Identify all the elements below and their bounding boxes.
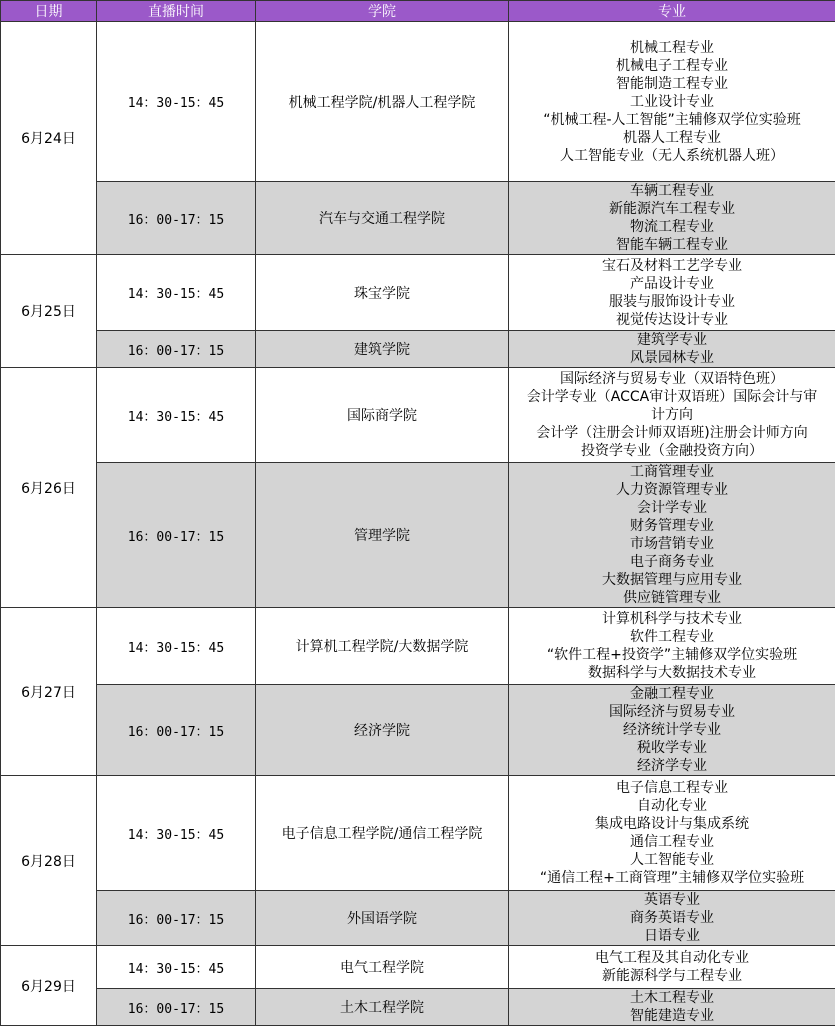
major-item: 风景园林专业 [509, 349, 835, 367]
major-item: 经济学专业 [509, 757, 835, 775]
major-item: 供应链管理专业 [509, 589, 835, 607]
college-cell: 外国语学院 [256, 891, 509, 946]
college-cell: 电气工程学院 [256, 946, 509, 989]
major-item: 人力资源管理专业 [509, 481, 835, 499]
major-item: 财务管理专业 [509, 517, 835, 535]
major-item: 会计学（注册会计师双语班)注册会计师方向 [509, 424, 835, 442]
header-major: 专业 [509, 1, 835, 22]
time-cell: 16：00-17：15 [97, 891, 256, 946]
date-cell: 6月26日 [1, 368, 97, 608]
majors-cell [509, 891, 835, 946]
header-date: 日期 [1, 1, 97, 22]
schedule-row [1, 331, 835, 368]
college-cell: 经济学院 [256, 685, 509, 776]
major-item: 服装与服饰设计专业 [509, 293, 835, 311]
major-item: 电气工程及其自动化专业 [509, 949, 835, 967]
major-item: 投资学专业（金融投资方向） [509, 442, 835, 460]
major-item: 建筑学专业 [509, 331, 835, 349]
major-item: 自动化专业 [509, 797, 835, 815]
date-cell: 6月27日 [1, 608, 97, 776]
time-cell: 14：30-15：45 [97, 255, 256, 331]
college-cell: 国际商学院 [256, 368, 509, 463]
schedule-row [1, 776, 835, 891]
time-cell: 14：30-15：45 [97, 368, 256, 463]
major-item: 产品设计专业 [509, 275, 835, 293]
major-item: 市场营销专业 [509, 535, 835, 553]
date-cell: 6月28日 [1, 776, 97, 946]
major-item: 计算机科学与技术专业 [509, 610, 835, 628]
majors-cell [509, 946, 835, 989]
major-item: 计方向 [509, 406, 835, 424]
major-item: 金融工程专业 [509, 685, 835, 703]
major-item: 新能源汽车工程专业 [509, 200, 835, 218]
majors-cell [509, 463, 835, 608]
time-cell: 16：00-17：15 [97, 989, 256, 1026]
time-cell: 16：00-17：15 [97, 331, 256, 368]
header-time: 直播时间 [97, 1, 256, 22]
college-cell: 机械工程学院/机器人工程学院 [256, 22, 509, 182]
majors-cell [509, 182, 835, 255]
major-item: 视觉传达设计专业 [509, 311, 835, 329]
time-cell: 14：30-15：45 [97, 946, 256, 989]
major-item: 智能车辆工程专业 [509, 236, 835, 254]
header-college: 学院 [256, 1, 509, 22]
schedule-row [1, 989, 835, 1026]
major-item: 机器人工程专业 [509, 129, 835, 147]
major-item: 人工智能专业 [509, 851, 835, 869]
major-item: 工业设计专业 [509, 93, 835, 111]
majors-cell [509, 22, 835, 182]
college-cell: 管理学院 [256, 463, 509, 608]
major-item: 大数据管理与应用专业 [509, 571, 835, 589]
time-cell: 14：30-15：45 [97, 22, 256, 182]
major-item: 智能建造专业 [509, 1007, 835, 1025]
major-item: 土木工程专业 [509, 989, 835, 1007]
schedule-row [1, 255, 835, 331]
major-item: 日语专业 [509, 927, 835, 945]
major-item: 集成电路设计与集成系统 [509, 815, 835, 833]
major-item: 数据科学与大数据技术专业 [509, 664, 835, 682]
major-item: 人工智能专业（无人系统机器人班） [509, 147, 835, 165]
schedule-body [1, 22, 835, 1026]
major-item: 国际经济与贸易专业（双语特色班） [509, 370, 835, 388]
time-cell: 16：00-17：15 [97, 182, 256, 255]
schedule-row [1, 182, 835, 255]
time-cell: 14：30-15：45 [97, 776, 256, 891]
major-item: “机械工程-人工智能”主辅修双学位实验班 [509, 111, 835, 129]
date-cell: 6月25日 [1, 255, 97, 368]
date-cell: 6月24日 [1, 22, 97, 255]
majors-cell [509, 685, 835, 776]
majors-cell [509, 608, 835, 685]
major-item: 新能源科学与工程专业 [509, 967, 835, 985]
college-cell: 土木工程学院 [256, 989, 509, 1026]
time-cell: 16：00-17：15 [97, 685, 256, 776]
college-cell: 珠宝学院 [256, 255, 509, 331]
schedule-row [1, 22, 835, 182]
time-cell: 14：30-15：45 [97, 608, 256, 685]
time-cell: 16：00-17：15 [97, 463, 256, 608]
schedule-row [1, 946, 835, 989]
major-item: 机械电子工程专业 [509, 57, 835, 75]
major-item: 税收学专业 [509, 739, 835, 757]
college-cell: 电子信息工程学院/通信工程学院 [256, 776, 509, 891]
major-item: 机械工程专业 [509, 39, 835, 57]
header-row [1, 1, 835, 22]
major-item: 英语专业 [509, 891, 835, 909]
college-cell: 计算机工程学院/大数据学院 [256, 608, 509, 685]
major-item: 国际经济与贸易专业 [509, 703, 835, 721]
major-item: 经济统计学专业 [509, 721, 835, 739]
major-item: 宝石及材料工艺学专业 [509, 257, 835, 275]
majors-cell [509, 776, 835, 891]
major-item: 车辆工程专业 [509, 182, 835, 200]
major-item: 电子信息工程专业 [509, 779, 835, 797]
majors-cell [509, 989, 835, 1026]
college-cell: 汽车与交通工程学院 [256, 182, 509, 255]
major-item: 会计学专业（ACCA审计双语班）国际会计与审 [509, 388, 835, 406]
major-item: 智能制造工程专业 [509, 75, 835, 93]
schedule-row [1, 891, 835, 946]
schedule-row [1, 685, 835, 776]
schedule-row [1, 608, 835, 685]
college-cell: 建筑学院 [256, 331, 509, 368]
majors-cell [509, 255, 835, 331]
major-item: 物流工程专业 [509, 218, 835, 236]
major-item: 软件工程专业 [509, 628, 835, 646]
majors-cell [509, 331, 835, 368]
major-item: “通信工程+工商管理”主辅修双学位实验班 [509, 869, 835, 887]
schedule-row [1, 463, 835, 608]
major-item: 会计学专业 [509, 499, 835, 517]
date-cell: 6月29日 [1, 946, 97, 1026]
major-item: 商务英语专业 [509, 909, 835, 927]
major-item: “软件工程+投资学”主辅修双学位实验班 [509, 646, 835, 664]
major-item: 电子商务专业 [509, 553, 835, 571]
major-item: 工商管理专业 [509, 463, 835, 481]
major-item: 通信工程专业 [509, 833, 835, 851]
schedule-row [1, 368, 835, 463]
majors-cell [509, 368, 835, 463]
